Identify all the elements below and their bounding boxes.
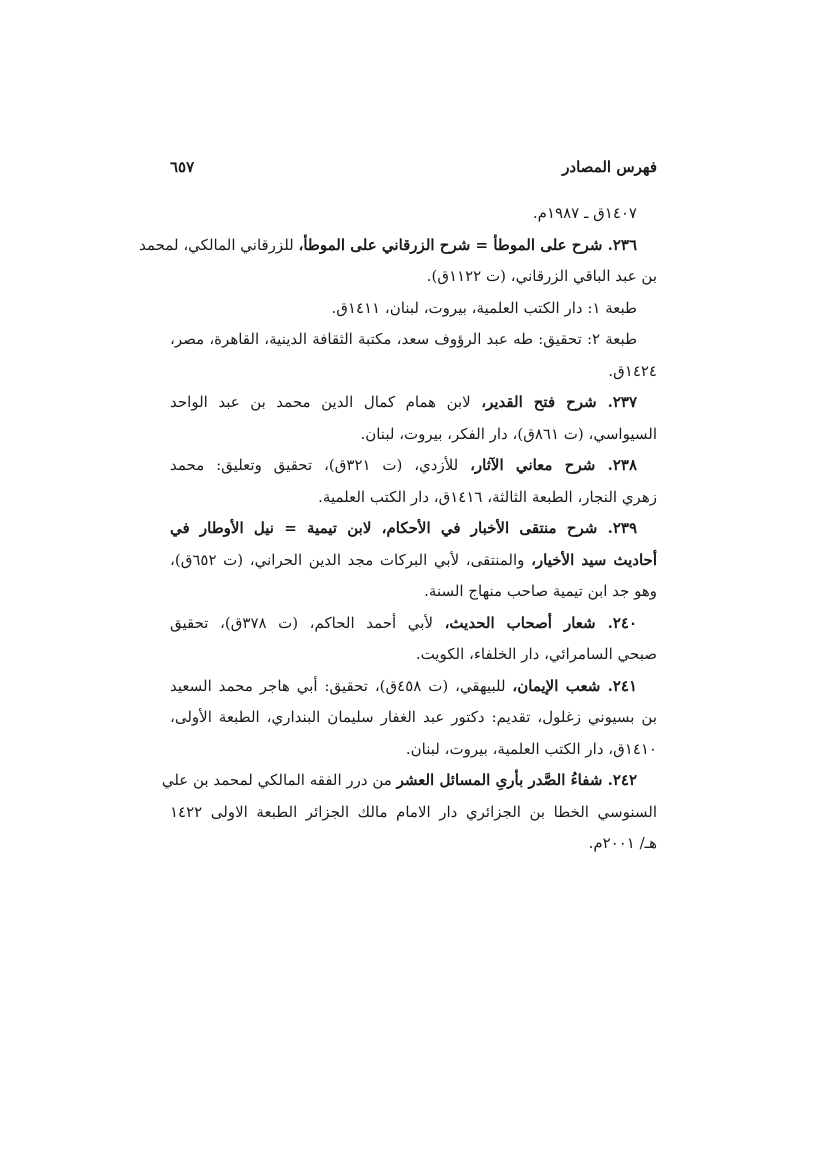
entry-text: والمنتقى، لأبي البركات مجد الدين الحراني، (ت ٦٥٢ق)، <box>170 550 532 569</box>
entry-line <box>161 765 657 797</box>
entry-line <box>170 261 657 293</box>
entry-line <box>170 639 657 671</box>
entry-line <box>170 828 657 860</box>
entry-text: من درر الفقه المالكي لمحمد بن علي <box>161 771 397 789</box>
entry-line <box>170 671 657 703</box>
entry-text: ١٤١٠ق، دار الكتب العلمية، بيروت، لبنان. <box>405 739 657 758</box>
entry-title: ٢٣٨. شرح معاني الآثار، <box>470 456 637 474</box>
entry-title: ٢٣٩. شرح منتقى الأخبار في الأحكام، لابن تيمية = نيل الأوطار في <box>170 519 637 537</box>
bibliography-entry <box>139 230 657 293</box>
bibliography-entry <box>170 671 657 766</box>
entry-text: طبعة ٢: تحقيق: طه عبد الرؤوف سعد، مكتبة الثقافة الدينية، القاهرة، مصر، <box>170 330 638 348</box>
entry-line <box>170 387 657 419</box>
entry-title: ٢٤١. شعب الإيمان، <box>512 676 637 695</box>
bibliography-entry <box>170 198 657 230</box>
bibliography-entry <box>170 513 657 608</box>
bibliography-list <box>139 198 657 860</box>
bibliography-entry <box>170 450 657 513</box>
header-title: فهرس المصادر <box>562 158 657 176</box>
document-page <box>139 150 657 1150</box>
bibliography-entry <box>170 608 657 671</box>
entry-text: هـ/ ٢٠٠١م. <box>588 834 657 852</box>
entry-text: طبعة ١: دار الكتب العلمية، بيروت، لبنان، ١٤١١ق. <box>331 298 637 317</box>
entry-text: وهو جد ابن تيمية صاحب منهاج السنة. <box>424 582 657 600</box>
entry-text: ١٤٢٤ق. <box>608 361 657 380</box>
entry-line <box>170 324 657 356</box>
bibliography-entry <box>170 324 657 387</box>
page-number: ٦٥٧ <box>170 158 195 176</box>
entry-title: ٢٣٦. شرح على الموطأ = شرح الزرقاني على الموطأ، <box>298 235 637 254</box>
entry-line <box>170 702 657 734</box>
bibliography-entry <box>170 293 657 325</box>
bibliography-entry <box>161 765 657 860</box>
entry-line <box>139 230 657 262</box>
entry-text: بن بسيوني زغلول، تقديم: دكتور عبد الغفار سليمان البنداري، الطبعة الأولى، <box>170 708 657 726</box>
entry-line <box>170 482 657 514</box>
entry-text: ١٤٠٧ق ـ ١٩٨٧م. <box>532 204 637 222</box>
entry-text: للأزدي، (ت ٣٢١ق)، تحقيق وتعليق: محمد <box>170 456 471 474</box>
entry-line <box>170 419 657 451</box>
entry-line <box>170 198 657 230</box>
entry-text: لأبي أحمد الحاكم، (ت ٣٧٨ق)، تحقيق <box>170 613 445 632</box>
entry-text: لابن همام كمال الدين محمد بن عبد الواحد <box>170 393 482 411</box>
entry-line <box>170 545 657 577</box>
entry-line <box>170 450 657 482</box>
entry-text: بن عبد الباقي الزرقاني، (ت ١١٢٢ق). <box>426 267 657 285</box>
entry-text: صبحي السامرائي، دار الخلفاء، الكويت. <box>415 645 657 663</box>
bibliography-entry <box>170 387 657 450</box>
entry-line <box>170 797 657 829</box>
entry-title: ٢٤٢. شفاءُ الصَّدر بأرىِ المسائل العشر <box>396 771 637 789</box>
entry-text: السنوسي الخطا بن الجزائري دار الامام مالك الجزائر الطبعة الاولى ١٤٢٢ <box>170 802 657 821</box>
entry-line <box>170 293 657 325</box>
entry-line <box>170 513 657 545</box>
entry-text: السيواسي، (ت ٨٦١ق)، دار الفكر، بيروت، لبنان. <box>360 424 657 443</box>
entry-title: أحاديث سيد الأخيار، <box>531 550 657 569</box>
running-header <box>170 158 657 182</box>
entry-text: للزرقاني المالكي، لمحمد <box>139 235 299 254</box>
entry-line <box>170 608 657 640</box>
entry-text: للبيهقي، (ت ٤٥٨ق)، تحقيق: أبي هاجر محمد السعيد <box>170 676 513 695</box>
entry-title: ٢٤٠. شعار أصحاب الحديث، <box>444 613 637 632</box>
entry-line <box>170 734 657 766</box>
entry-line <box>170 356 657 388</box>
entry-line <box>170 576 657 608</box>
entry-title: ٢٣٧. شرح فتح القدير، <box>481 393 637 411</box>
entry-text: زهري النجار، الطبعة الثالثة، ١٤١٦ق، دار الكتب العلمية. <box>318 487 657 506</box>
